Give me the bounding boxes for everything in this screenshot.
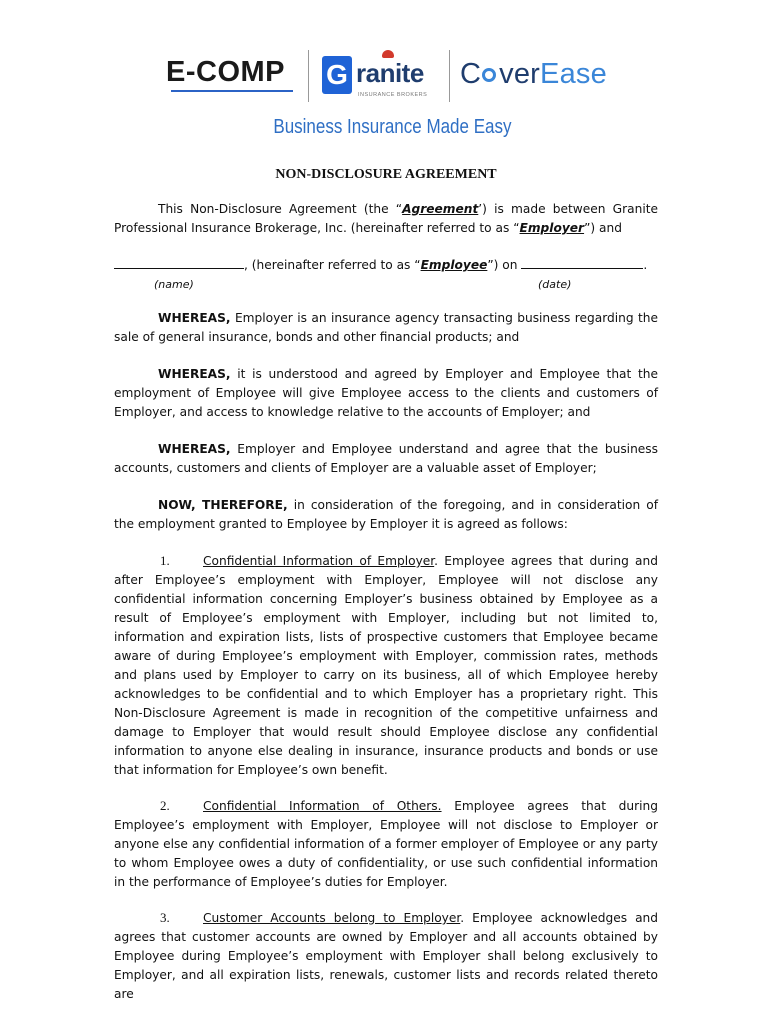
section-2 — [114, 796, 658, 892]
section-number: 3. — [160, 910, 170, 925]
granite-wordmark: ranite — [356, 58, 424, 88]
now-therefore-paragraph — [114, 496, 658, 534]
whereas-text: Employer is an insurance agency transacting business regarding the sale of general insurance, bonds and other financial products; and — [114, 311, 658, 344]
intro-text: , (hereinafter referred to as “ — [244, 258, 421, 272]
granite-subtitle: INSURANCE BROKERS — [358, 92, 428, 98]
page-title: NON-DISCLOSURE AGREEMENT — [275, 167, 497, 182]
intro-text: ”) on — [487, 258, 518, 272]
now-therefore-lead: NOW, THEREFORE, — [158, 498, 288, 512]
section-number: 2. — [160, 798, 170, 813]
section-text: Employee agrees that during and after Employee’s employment with Employer, Employee will not disclose any confidential information concerning Employer’s business obtained by Employee as a result of Employee’s employment with Employer, including but not limited to, information and expiration lists, lists of prospective customers that Employee became aware of during Employee’s employment with Employer, commission rates, methods and plans used by Employer to carry on its business, all of which Employee hereby acknowledges to be confidential and to which Employer has a proprietary right. This Non-Disclosure Agreement is made in recognition of the competitive unfairness and damage to Employer that would result should Employee disclose any confidential information to anyone else dealing in insurance, insurance products and bonds or use that information for Employee’s own benefit. — [114, 554, 658, 777]
section-3 — [114, 908, 658, 1004]
logo-divider — [449, 50, 450, 102]
section-heading: Customer Accounts belong to Employer — [203, 911, 461, 925]
whereas-text: Employer and Employee understand and agree that the business accounts, customers and clients of Employer are a valuable asset of Employer; — [114, 442, 658, 475]
coverease-ease: Ease — [540, 58, 607, 90]
section-heading: Confidential Information of Others. — [203, 799, 442, 813]
whereas-text: it is understood and agreed by Employer and Employee that the employment of Employee will give Employee access to the clients and customers of Employer, and access to knowledge relative to the accounts of Employer; and — [114, 367, 658, 419]
name-label: (name) — [154, 278, 194, 291]
granite-hat-icon — [382, 50, 394, 58]
intro-paragraph — [114, 200, 658, 238]
coverease-o-icon — [481, 58, 499, 91]
agreement-term: Agreement — [402, 202, 479, 216]
tagline: Business Insurance Made Easy — [273, 116, 512, 138]
logo-divider — [308, 50, 309, 102]
intro-text: This Non-Disclosure Agreement (the “ — [158, 202, 403, 216]
whereas-paragraph — [114, 309, 658, 347]
employee-term: Employee — [420, 258, 488, 272]
section-number: 1. — [160, 553, 170, 568]
granite-g-icon: G — [322, 56, 352, 94]
intro-text: ’) is made between Granite Professional Insurance Brokerage, Inc. (hereinafter referred to as “ — [114, 202, 658, 235]
intro-text: . — [643, 258, 648, 272]
intro-text: ”) and — [584, 221, 622, 235]
date-blank[interactable] — [521, 256, 643, 269]
section-1 — [114, 551, 658, 780]
whereas-lead: WHEREAS, — [158, 311, 231, 325]
whereas-lead: WHEREAS, — [158, 367, 231, 381]
coverease-c: C — [460, 58, 482, 90]
ecomp-logo: E-COMP — [166, 56, 285, 88]
whereas-paragraph — [114, 440, 658, 478]
coverease-ver: ver — [499, 58, 541, 90]
employer-term: Employer — [519, 221, 585, 235]
name-blank[interactable] — [114, 256, 244, 269]
coverease-logo — [460, 58, 607, 91]
whereas-paragraph — [114, 365, 658, 422]
intro-line-2 — [114, 256, 658, 275]
section-heading: Confidential Information of Employer — [203, 554, 435, 568]
logo-banner — [0, 44, 770, 108]
section-text: Employee agrees that during Employee’s employment with Employer, Employee will not disclose to Employer or anyone else any confidential information of a former employer of Employee or any party to whom Employee owes a duty of confidentiality, or use such confidential information in the performance of Employee’s duties for Employer. — [114, 799, 658, 889]
ecomp-logo-underline — [171, 90, 293, 92]
now-therefore-text: in consideration of the foregoing, and in consideration of the employment granted to Employee by Employer it is agreed as follows: — [114, 498, 658, 531]
section-sep: . — [460, 911, 465, 925]
section-sep: . — [434, 554, 439, 568]
date-label: (date) — [538, 278, 572, 291]
whereas-lead: WHEREAS, — [158, 442, 231, 456]
section-text: Employee acknowledges and agrees that customer accounts are owned by Employer and all accounts obtained by Employee during Employee’s employment with Employer shall belong exclusively to Employer, and all expiration lists, renewals, customer lists and records related thereto are — [114, 911, 658, 1001]
